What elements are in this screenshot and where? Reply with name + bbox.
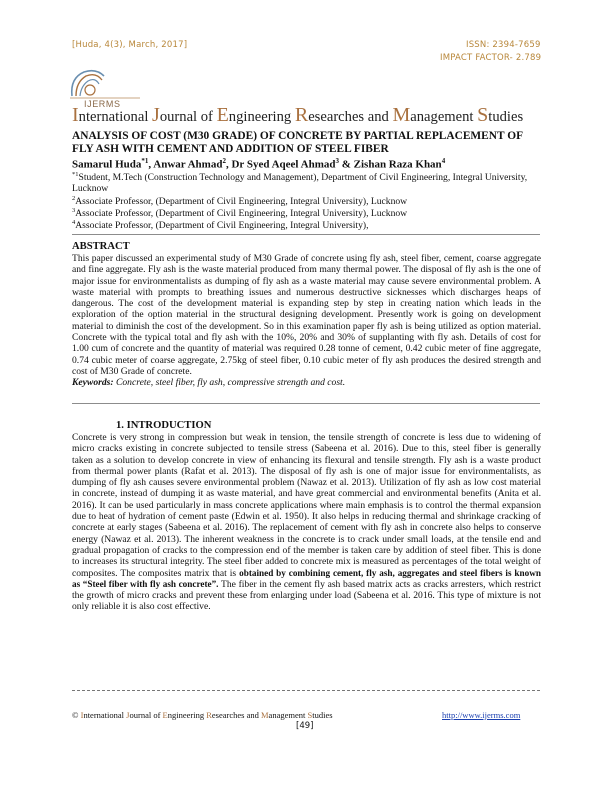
footer-url-link[interactable]: http://www.ijerms.com bbox=[442, 710, 521, 720]
paper-title: ANALYSIS OF COST (M30 GRADE) OF CONCRETE BY PARTIAL REPLACEMENT OF FLY ASH WITH CEMENT AND ADDITION OF STEEL FIBER bbox=[72, 130, 523, 155]
divider-middle bbox=[72, 403, 540, 404]
header-citation: [Huda, 4(3), March, 2017] bbox=[72, 40, 188, 50]
page-number: [49] bbox=[296, 721, 314, 731]
abstract-heading: ABSTRACT bbox=[72, 241, 130, 252]
header-impact-factor: IMPACT FACTOR- 2.789 bbox=[440, 53, 542, 63]
divider-bottom bbox=[72, 690, 540, 691]
affiliation-1: $^{*1}$Student, M.Tech (Construction Technology and Management), Department of Civil Engineering, Integral University, Lucknow bbox=[72, 171, 528, 195]
affiliation-4: $^4$Associate Professor, (Department of Civil Engineering, Integral University), bbox=[72, 219, 369, 232]
affiliation-3: $^3$Associate Professor, (Department of Civil Engineering, Integral University), Lucknow bbox=[72, 207, 408, 220]
journal-name: International Journal of Engineering Researches and Management Studies bbox=[72, 104, 524, 126]
introduction-heading: 1. INTRODUCTION bbox=[116, 420, 212, 431]
abstract-text: This paper discussed an experimental study of M30 Grade of concrete using fly ash, steel fiber, cement, coarse aggregate and fine aggregate. Fly ash is the waste material produced from many thermal power. The disposal of fly ash is the one of major issue for environmentalists as dumping of fly ash as a waste material may cause severe environmental problem. A waste material with prompts to breathing issues and numerous destructive sicknesses which discharges heaps of dangerous. The cost of the development material is expanding step by step in creating nation which leads in the exploration of the option material in the structural designing development. Presently work is going on development material to diminish the cost of the development. So in this examination paper fly ash is being utilized as option material. Concrete with the typical total and fly ash with the 10%, 20% and 30% of supplanting with fly ash. Details of cost for 1.00 cum of concrete and the quantity of material was required 0.28 tonne of cement, 0.42 cubic meter of fine aggregate, 0.74 cubic meter of coarse aggregate, 2.75kg of steel fiber, 0.10 cubic meter of fly ash produces the desired strength and cost of M30 Grade of concrete. Keywords: Concrete, steel fiber, fly ash, compressive strength and cost. bbox=[72, 253, 541, 389]
footer-journal: © International Journal of Engineering Researches and Management Studies bbox=[72, 710, 333, 720]
logo-text: IJERMS bbox=[84, 99, 121, 109]
affiliation-2: $^2$Associate Professor, (Department of Civil Engineering, Integral University), Lucknow bbox=[72, 195, 408, 208]
introduction-text: Concrete is very strong in compression but weak in tension, the tensile strength of concrete is less due to widening of micro cracks existing in concrete subjected to tensile stress (Sabeena et al. 2016). Due to this, steel fiber is generally taken as a solution to develop concrete in view of enhancing its flexural and tensile strength. Fly ash is a waste product from thermal power plants (Rafat et al. 2013). The disposal of fly ash is one of major issue for environmentalists, as dumping of fly ash causes severe environmental problem (Nawaz et al. 2013). Utilization of fly ash as low cost material in concrete, instead of dumping it as waste material, and have great commercial and environmental benefits (Anita et al. 2016). It can be used particularly in mass concrete applications where main emphasis is to control the thermal expansion due to heat of hydration of cement paste (Edwin et al. 1950). It also helps in reducing thermal and shrinkage cracking of concrete at early stages (Sabeena et al. 2016). The replacement of cement with fly ash in concrete also helps to conserve energy (Nawaz et al. 2013). The inherent weakness in the concrete is to crack under small loads, at the tensile end and gradual propagation of cracks to the compression end of the member is taken care by addition of steel fiber. This is done to increases its structural integrity. The steel fiber added to concrete mix is measured as percentages of the total weight of composites. The composites matrix that is obtained by combining cement, fly ash, aggregates and steel fibers is known as “Steel fiber with fly ash concrete”. The fiber in the cement fly ash based matrix acts as cracks arresters, which restrict the growth of micro cracks and prevent these from enlarging under load (Sabeena et al. 2016. This type of mixture is not only reliable it is also cost effective. bbox=[72, 432, 541, 613]
divider-top bbox=[72, 234, 540, 235]
header-issn: ISSN: 2394-7659 bbox=[466, 40, 541, 50]
author-list: Samarul Huda$^{*1}$, Anwar Ahmad$^2$, Dr Syed Aqeel Ahmad$^3$ & Zishan Raza Khan$^4$ bbox=[72, 157, 446, 171]
